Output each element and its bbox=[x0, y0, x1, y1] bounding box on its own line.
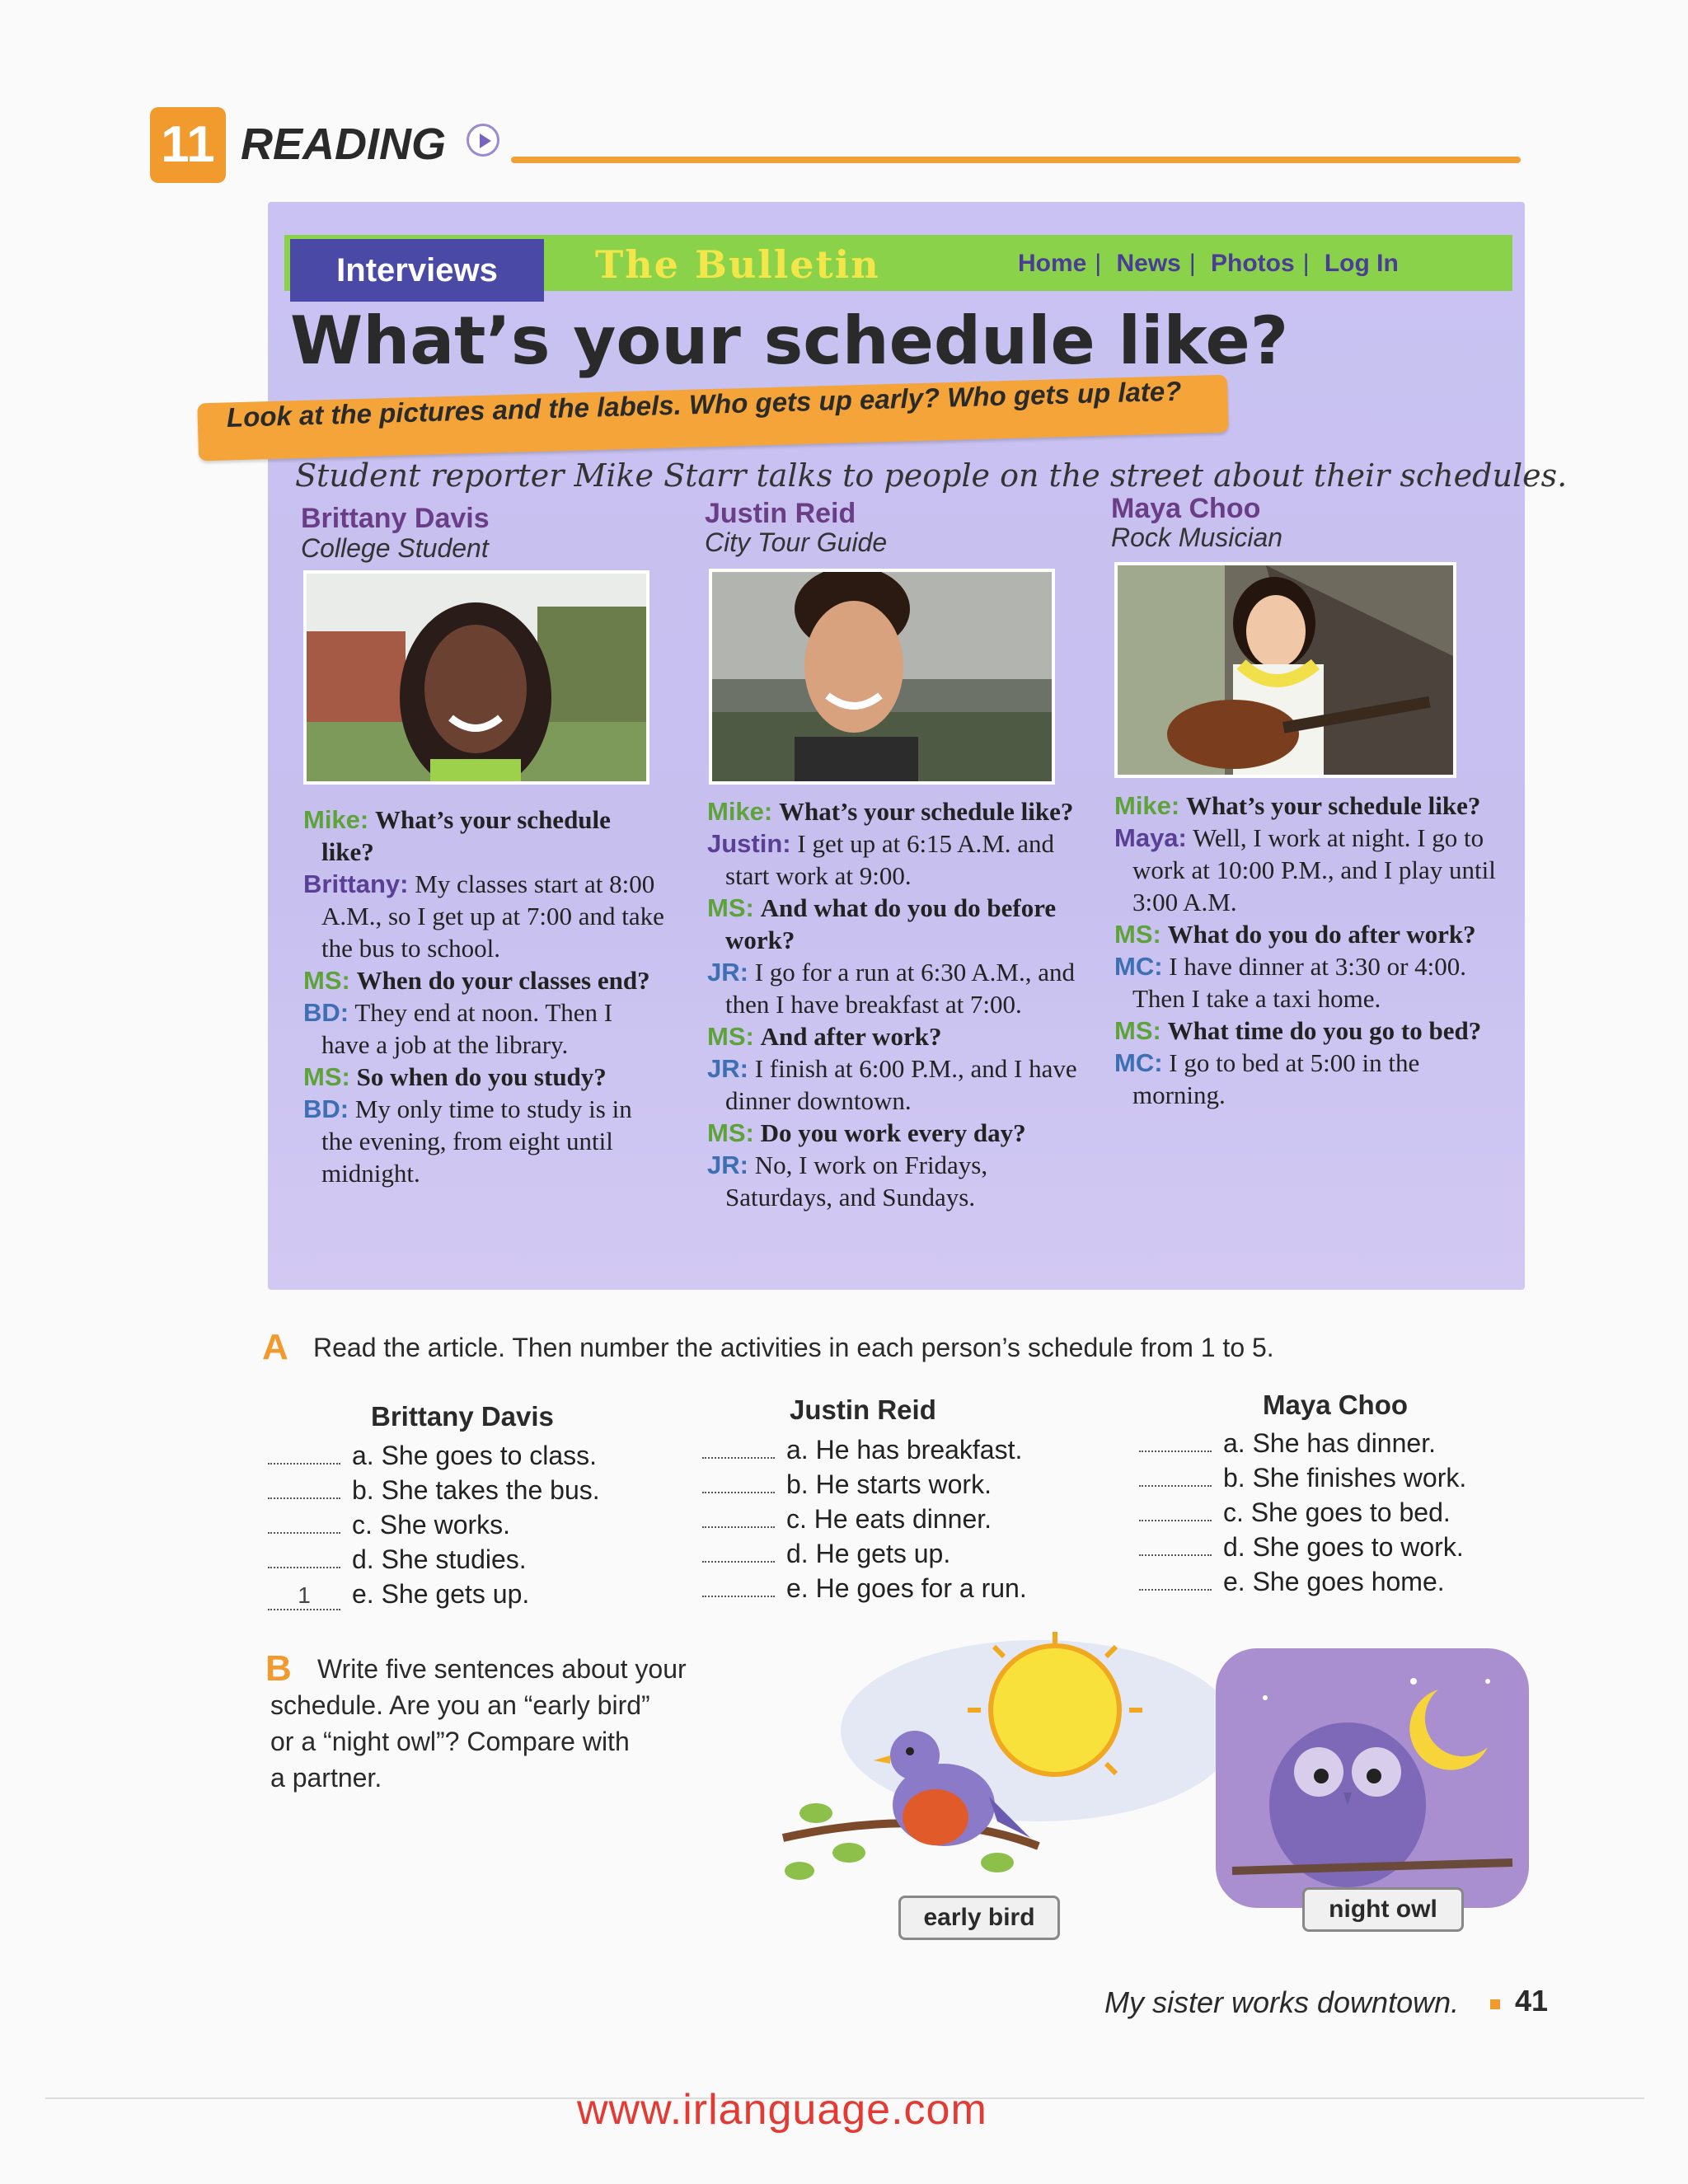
list-item: a. He has breakfast. bbox=[702, 1432, 1027, 1467]
footer-unit-title: My sister works downtown. bbox=[1104, 1985, 1460, 2019]
interview-line: Brittany: My classes start at 8:00 A.M., so I get up at 7:00 and take the bus to school. bbox=[303, 869, 664, 963]
interview-line: MS: What time do you go to bed? bbox=[1114, 1016, 1482, 1045]
list-item: d. She goes to work. bbox=[1139, 1530, 1466, 1564]
interview-line: Mike: What’s your schedule like? bbox=[707, 797, 1074, 826]
answer-blank[interactable] bbox=[268, 1438, 340, 1465]
answer-blank[interactable] bbox=[268, 1542, 340, 1568]
photo-maya bbox=[1114, 562, 1456, 778]
answer-blank[interactable] bbox=[268, 1473, 340, 1499]
interview-line: JR: I go for a run at 6:30 A.M., and then I have breakfast at 7:00. bbox=[707, 958, 1075, 1019]
bulletin-nav: Home | News | Photos | Log In bbox=[1018, 250, 1399, 277]
page-number: 41 bbox=[1515, 1984, 1549, 2018]
answer-blank[interactable]: 1 bbox=[268, 1584, 340, 1610]
nav-news-link[interactable]: News bbox=[1116, 250, 1181, 277]
exercise-b-instruction: Write five sentences about your bbox=[317, 1654, 687, 1684]
tab-interviews[interactable]: Interviews bbox=[290, 239, 544, 302]
photo-brittany bbox=[303, 570, 649, 785]
photo-justin bbox=[709, 569, 1055, 785]
answer-blank[interactable] bbox=[1139, 1495, 1212, 1521]
early-bird-label: early bird bbox=[898, 1896, 1060, 1940]
interview-line: MS: Do you work every day? bbox=[707, 1118, 1026, 1147]
answer-blank[interactable] bbox=[702, 1467, 775, 1493]
person-job-justin: City Tour Guide bbox=[705, 527, 888, 557]
interview-maya bbox=[1114, 790, 1502, 1111]
interview-brittany bbox=[303, 804, 666, 1189]
interview-line: MS: So when do you study? bbox=[303, 1062, 607, 1091]
interview-line: MC: I go to bed at 5:00 in the morning. bbox=[1114, 1048, 1420, 1109]
night-owl-label: night owl bbox=[1302, 1887, 1464, 1932]
night-owl-illustration bbox=[1216, 1648, 1529, 1908]
answer-blank[interactable] bbox=[1139, 1460, 1212, 1487]
exercise-a-head-brittany: Brittany Davis bbox=[371, 1401, 554, 1432]
interview-line: BD: They end at noon. Then I have a job at the library. bbox=[303, 998, 613, 1059]
article-headline: What’s your schedule like? bbox=[290, 302, 1289, 379]
list-item: c. He eats dinner. bbox=[702, 1502, 1027, 1536]
interview-line: Justin: I get up at 6:15 A.M. and start work at 9:00. bbox=[707, 829, 1055, 890]
exercise-b-instruction-cont: schedule. Are you an “early bird” or a “night owl”? Compare with a partner. bbox=[270, 1690, 650, 1793]
interview-line: MS: And what do you do before work? bbox=[707, 893, 1057, 954]
nav-home-link[interactable]: Home bbox=[1018, 250, 1087, 277]
answer-blank[interactable] bbox=[1139, 1530, 1212, 1556]
exercise-a-list-brittany bbox=[268, 1438, 600, 1611]
exercise-a-instruction: Read the article. Then number the activities in each person’s schedule from 1 to 5. bbox=[313, 1333, 1274, 1362]
early-bird-illustration bbox=[767, 1632, 1236, 1912]
header-rule bbox=[511, 157, 1521, 163]
list-item: b. He starts work. bbox=[702, 1467, 1027, 1502]
list-item: 1 e. She gets up. bbox=[268, 1577, 600, 1611]
nav-photos-link[interactable]: Photos bbox=[1211, 250, 1295, 277]
article-intro: Student reporter Mike Starr talks to people on the street about their schedules. bbox=[295, 457, 1568, 494]
interview-justin bbox=[707, 795, 1095, 1213]
section-title: READING bbox=[241, 120, 447, 169]
interview-line: Maya: Well, I work at night. I go to work at 10:00 P.M., and I play until 3:00 A.M. bbox=[1114, 823, 1496, 916]
list-item: a. She goes to class. bbox=[268, 1438, 600, 1473]
exercise-a-list-maya bbox=[1139, 1426, 1466, 1599]
footer-bullet bbox=[1490, 1999, 1500, 2009]
interview-line: JR: I finish at 6:00 P.M., and I have dinner downtown. bbox=[707, 1054, 1077, 1115]
person-name-brittany: Brittany Davis bbox=[301, 503, 490, 534]
person-name-maya: Maya Choo bbox=[1111, 493, 1261, 524]
exercise-a-letter: A bbox=[262, 1327, 288, 1367]
exercise-a-list-justin bbox=[702, 1432, 1027, 1605]
answer-blank[interactable] bbox=[702, 1432, 775, 1459]
answer-blank[interactable] bbox=[702, 1536, 775, 1563]
interview-line: MC: I have dinner at 3:30 or 4:00. Then I take a taxi home. bbox=[1114, 952, 1467, 1013]
list-item: a. She has dinner. bbox=[1139, 1426, 1466, 1460]
prompt-text: Look at the pictures and the labels. Who gets up early? Who gets up late? bbox=[226, 375, 1182, 433]
answer-blank[interactable] bbox=[1139, 1426, 1212, 1452]
list-item: e. He goes for a run. bbox=[702, 1571, 1027, 1605]
interview-line: MS: And after work? bbox=[707, 1022, 942, 1051]
list-item: b. She takes the bus. bbox=[268, 1473, 600, 1507]
list-item: d. She studies. bbox=[268, 1542, 600, 1577]
person-job-maya: Rock Musician bbox=[1111, 523, 1283, 552]
list-item: c. She goes to bed. bbox=[1139, 1495, 1466, 1530]
interview-line: JR: No, I work on Fridays, Saturdays, and Sundays. bbox=[707, 1151, 988, 1212]
list-item: e. She goes home. bbox=[1139, 1564, 1466, 1599]
exercise-b-letter: B bbox=[265, 1648, 292, 1689]
audio-play-icon[interactable] bbox=[467, 124, 499, 157]
answer-blank[interactable] bbox=[268, 1507, 340, 1534]
exercise-a-head-maya: Maya Choo bbox=[1263, 1390, 1409, 1420]
list-item: c. She works. bbox=[268, 1507, 600, 1542]
interview-line: BD: My only time to study is in the evening, from eight until midnight. bbox=[303, 1094, 632, 1188]
person-name-justin: Justin Reid bbox=[705, 498, 856, 529]
interview-line: Mike: What’s your schedule like? bbox=[1114, 791, 1481, 820]
list-item: b. She finishes work. bbox=[1139, 1460, 1466, 1495]
section-number: 11 bbox=[150, 107, 226, 183]
person-job-brittany: College Student bbox=[301, 533, 489, 563]
answer-blank[interactable] bbox=[1139, 1564, 1212, 1591]
answer-blank[interactable] bbox=[702, 1502, 775, 1528]
bulletin-masthead: The Bulletin bbox=[595, 242, 880, 287]
exercise-a-head-justin: Justin Reid bbox=[790, 1394, 936, 1425]
list-item: d. He gets up. bbox=[702, 1536, 1027, 1571]
interview-line: MS: When do your classes end? bbox=[303, 966, 650, 995]
interview-line: Mike: What’s your schedule like? bbox=[303, 805, 611, 866]
watermark-url[interactable]: www.irlanguage.com bbox=[577, 2086, 987, 2134]
interview-line: MS: What do you do after work? bbox=[1114, 920, 1476, 949]
answer-blank[interactable] bbox=[702, 1571, 775, 1597]
nav-login-link[interactable]: Log In bbox=[1324, 250, 1399, 277]
